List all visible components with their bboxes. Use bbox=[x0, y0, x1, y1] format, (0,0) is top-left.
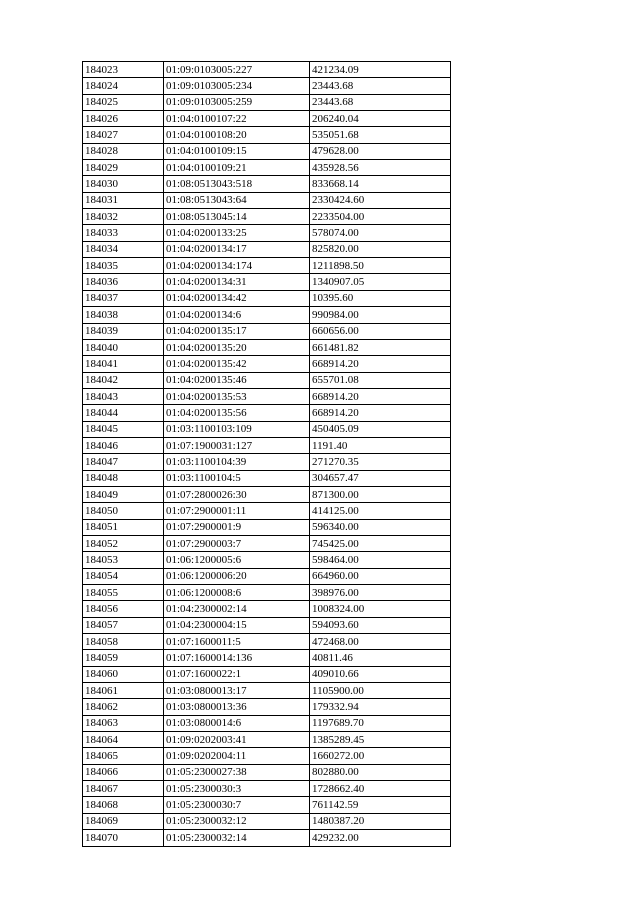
value-cell: 429232.00 bbox=[310, 830, 451, 846]
cadastral-number-cell: 01:04:0200134:42 bbox=[164, 290, 310, 306]
table-row bbox=[83, 192, 451, 208]
value-cell: 1191.40 bbox=[310, 437, 451, 453]
table-row bbox=[83, 290, 451, 306]
cadastral-number-cell: 01:08:0513043:64 bbox=[164, 192, 310, 208]
value-cell: 472468.00 bbox=[310, 634, 451, 650]
value-cell: 179332.94 bbox=[310, 699, 451, 715]
row-id-cell: 184035 bbox=[83, 258, 164, 274]
row-id-cell: 184068 bbox=[83, 797, 164, 813]
row-id-cell: 184049 bbox=[83, 486, 164, 502]
cadastral-number-cell: 01:04:0100107:22 bbox=[164, 111, 310, 127]
value-cell: 1660272.00 bbox=[310, 748, 451, 764]
table-row bbox=[83, 650, 451, 666]
cadastral-number-cell: 01:07:1600022:1 bbox=[164, 666, 310, 682]
row-id-cell: 184047 bbox=[83, 454, 164, 470]
table-row bbox=[83, 323, 451, 339]
cadastral-number-cell: 01:04:0200135:42 bbox=[164, 356, 310, 372]
value-cell: 304657.47 bbox=[310, 470, 451, 486]
table-row bbox=[83, 535, 451, 551]
table-row bbox=[83, 764, 451, 780]
value-cell: 1197689.70 bbox=[310, 715, 451, 731]
cadastral-number-cell: 01:09:0103005:227 bbox=[164, 62, 310, 78]
table-row bbox=[83, 454, 451, 470]
table-body bbox=[83, 62, 451, 847]
table-row bbox=[83, 748, 451, 764]
cadastral-number-cell: 01:04:0200134:6 bbox=[164, 307, 310, 323]
value-cell: 661481.82 bbox=[310, 339, 451, 355]
row-id-cell: 184070 bbox=[83, 830, 164, 846]
table-row bbox=[83, 274, 451, 290]
cadastral-number-cell: 01:03:0800014:6 bbox=[164, 715, 310, 731]
table-row bbox=[83, 62, 451, 78]
cadastral-number-cell: 01:07:2800026:30 bbox=[164, 486, 310, 502]
cadastral-number-cell: 01:07:1600014:136 bbox=[164, 650, 310, 666]
row-id-cell: 184046 bbox=[83, 437, 164, 453]
table-row bbox=[83, 699, 451, 715]
cadastral-number-cell: 01:04:0200135:20 bbox=[164, 339, 310, 355]
table-row bbox=[83, 634, 451, 650]
row-id-cell: 184053 bbox=[83, 552, 164, 568]
value-cell: 1385289.45 bbox=[310, 732, 451, 748]
table-row bbox=[83, 176, 451, 192]
table-row bbox=[83, 781, 451, 797]
table-row bbox=[83, 813, 451, 829]
table-row bbox=[83, 585, 451, 601]
cadastral-number-cell: 01:07:2900003:7 bbox=[164, 535, 310, 551]
row-id-cell: 184045 bbox=[83, 421, 164, 437]
value-cell: 871300.00 bbox=[310, 486, 451, 502]
row-id-cell: 184062 bbox=[83, 699, 164, 715]
value-cell: 10395.60 bbox=[310, 290, 451, 306]
row-id-cell: 184028 bbox=[83, 143, 164, 159]
document-sheet bbox=[82, 61, 451, 847]
value-cell: 668914.20 bbox=[310, 356, 451, 372]
value-cell: 435928.56 bbox=[310, 160, 451, 176]
value-cell: 398976.00 bbox=[310, 585, 451, 601]
value-cell: 1211898.50 bbox=[310, 258, 451, 274]
value-cell: 664960.00 bbox=[310, 568, 451, 584]
table-row bbox=[83, 683, 451, 699]
value-cell: 535051.68 bbox=[310, 127, 451, 143]
value-cell: 414125.00 bbox=[310, 503, 451, 519]
table-row bbox=[83, 830, 451, 846]
row-id-cell: 184042 bbox=[83, 372, 164, 388]
cadastral-number-cell: 01:06:1200008:6 bbox=[164, 585, 310, 601]
cadastral-number-cell: 01:09:0103005:234 bbox=[164, 78, 310, 94]
table-row bbox=[83, 111, 451, 127]
value-cell: 1728662.40 bbox=[310, 781, 451, 797]
value-cell: 833668.14 bbox=[310, 176, 451, 192]
table-row bbox=[83, 372, 451, 388]
row-id-cell: 184023 bbox=[83, 62, 164, 78]
cadastral-number-cell: 01:04:0200135:17 bbox=[164, 323, 310, 339]
value-cell: 990984.00 bbox=[310, 307, 451, 323]
cadastral-number-cell: 01:07:2900001:9 bbox=[164, 519, 310, 535]
row-id-cell: 184033 bbox=[83, 225, 164, 241]
value-cell: 1105900.00 bbox=[310, 683, 451, 699]
row-id-cell: 184025 bbox=[83, 94, 164, 110]
cadastral-number-cell: 01:06:1200006:20 bbox=[164, 568, 310, 584]
value-cell: 761142.59 bbox=[310, 797, 451, 813]
table-row bbox=[83, 486, 451, 502]
table-row bbox=[83, 797, 451, 813]
row-id-cell: 184058 bbox=[83, 634, 164, 650]
table-row bbox=[83, 356, 451, 372]
cadastral-number-cell: 01:09:0202003:41 bbox=[164, 732, 310, 748]
table-row bbox=[83, 421, 451, 437]
value-cell: 596340.00 bbox=[310, 519, 451, 535]
row-id-cell: 184036 bbox=[83, 274, 164, 290]
cadastral-number-cell: 01:03:1100103:109 bbox=[164, 421, 310, 437]
value-cell: 668914.20 bbox=[310, 405, 451, 421]
value-cell: 271270.35 bbox=[310, 454, 451, 470]
table-row bbox=[83, 405, 451, 421]
table-row bbox=[83, 209, 451, 225]
cadastral-number-cell: 01:04:2300004:15 bbox=[164, 617, 310, 633]
data-table bbox=[82, 61, 451, 847]
row-id-cell: 184027 bbox=[83, 127, 164, 143]
cadastral-number-cell: 01:07:1600011:5 bbox=[164, 634, 310, 650]
value-cell: 668914.20 bbox=[310, 388, 451, 404]
table-row bbox=[83, 470, 451, 486]
cadastral-number-cell: 01:03:0800013:17 bbox=[164, 683, 310, 699]
cadastral-number-cell: 01:03:1100104:39 bbox=[164, 454, 310, 470]
cadastral-number-cell: 01:04:0100109:21 bbox=[164, 160, 310, 176]
row-id-cell: 184067 bbox=[83, 781, 164, 797]
cadastral-number-cell: 01:09:0202004:11 bbox=[164, 748, 310, 764]
table-row bbox=[83, 241, 451, 257]
value-cell: 40811.46 bbox=[310, 650, 451, 666]
table-row bbox=[83, 258, 451, 274]
row-id-cell: 184037 bbox=[83, 290, 164, 306]
cadastral-number-cell: 01:05:2300030:3 bbox=[164, 781, 310, 797]
table-row bbox=[83, 568, 451, 584]
row-id-cell: 184066 bbox=[83, 764, 164, 780]
table-row bbox=[83, 160, 451, 176]
value-cell: 1480387.20 bbox=[310, 813, 451, 829]
cadastral-number-cell: 01:04:0200134:17 bbox=[164, 241, 310, 257]
row-id-cell: 184034 bbox=[83, 241, 164, 257]
table-row bbox=[83, 715, 451, 731]
cadastral-number-cell: 01:04:0100109:15 bbox=[164, 143, 310, 159]
row-id-cell: 184063 bbox=[83, 715, 164, 731]
value-cell: 825820.00 bbox=[310, 241, 451, 257]
value-cell: 206240.04 bbox=[310, 111, 451, 127]
cadastral-number-cell: 01:05:2300027:38 bbox=[164, 764, 310, 780]
cadastral-number-cell: 01:07:1900031:127 bbox=[164, 437, 310, 453]
row-id-cell: 184054 bbox=[83, 568, 164, 584]
row-id-cell: 184041 bbox=[83, 356, 164, 372]
value-cell: 450405.09 bbox=[310, 421, 451, 437]
value-cell: 594093.60 bbox=[310, 617, 451, 633]
row-id-cell: 184044 bbox=[83, 405, 164, 421]
row-id-cell: 184059 bbox=[83, 650, 164, 666]
value-cell: 421234.09 bbox=[310, 62, 451, 78]
value-cell: 745425.00 bbox=[310, 535, 451, 551]
row-id-cell: 184040 bbox=[83, 339, 164, 355]
cadastral-number-cell: 01:09:0103005:259 bbox=[164, 94, 310, 110]
table-row bbox=[83, 519, 451, 535]
cadastral-number-cell: 01:08:0513045:14 bbox=[164, 209, 310, 225]
row-id-cell: 184052 bbox=[83, 535, 164, 551]
table-row bbox=[83, 601, 451, 617]
cadastral-number-cell: 01:05:2300030:7 bbox=[164, 797, 310, 813]
value-cell: 23443.68 bbox=[310, 94, 451, 110]
row-id-cell: 184032 bbox=[83, 209, 164, 225]
row-id-cell: 184050 bbox=[83, 503, 164, 519]
value-cell: 409010.66 bbox=[310, 666, 451, 682]
row-id-cell: 184039 bbox=[83, 323, 164, 339]
row-id-cell: 184024 bbox=[83, 78, 164, 94]
value-cell: 2233504.00 bbox=[310, 209, 451, 225]
cadastral-number-cell: 01:08:0513043:518 bbox=[164, 176, 310, 192]
cadastral-number-cell: 01:06:1200005:6 bbox=[164, 552, 310, 568]
cadastral-number-cell: 01:05:2300032:14 bbox=[164, 830, 310, 846]
cadastral-number-cell: 01:05:2300032:12 bbox=[164, 813, 310, 829]
row-id-cell: 184051 bbox=[83, 519, 164, 535]
table-row bbox=[83, 437, 451, 453]
value-cell: 23443.68 bbox=[310, 78, 451, 94]
table-row bbox=[83, 388, 451, 404]
row-id-cell: 184043 bbox=[83, 388, 164, 404]
value-cell: 578074.00 bbox=[310, 225, 451, 241]
row-id-cell: 184056 bbox=[83, 601, 164, 617]
value-cell: 660656.00 bbox=[310, 323, 451, 339]
cadastral-number-cell: 01:04:0200135:53 bbox=[164, 388, 310, 404]
table-row bbox=[83, 552, 451, 568]
table-row bbox=[83, 732, 451, 748]
value-cell: 1008324.00 bbox=[310, 601, 451, 617]
value-cell: 802880.00 bbox=[310, 764, 451, 780]
table-row bbox=[83, 78, 451, 94]
table-row bbox=[83, 225, 451, 241]
row-id-cell: 184031 bbox=[83, 192, 164, 208]
table-row bbox=[83, 666, 451, 682]
table-row bbox=[83, 617, 451, 633]
value-cell: 1340907.05 bbox=[310, 274, 451, 290]
cadastral-number-cell: 01:07:2900001:11 bbox=[164, 503, 310, 519]
value-cell: 479628.00 bbox=[310, 143, 451, 159]
cadastral-number-cell: 01:04:0200134:174 bbox=[164, 258, 310, 274]
row-id-cell: 184065 bbox=[83, 748, 164, 764]
cadastral-number-cell: 01:04:0200133:25 bbox=[164, 225, 310, 241]
row-id-cell: 184029 bbox=[83, 160, 164, 176]
table-row bbox=[83, 339, 451, 355]
table-row bbox=[83, 127, 451, 143]
table-row bbox=[83, 143, 451, 159]
cadastral-number-cell: 01:04:0200134:31 bbox=[164, 274, 310, 290]
row-id-cell: 184026 bbox=[83, 111, 164, 127]
table-row bbox=[83, 503, 451, 519]
value-cell: 598464.00 bbox=[310, 552, 451, 568]
row-id-cell: 184055 bbox=[83, 585, 164, 601]
cadastral-number-cell: 01:04:2300002:14 bbox=[164, 601, 310, 617]
table-row bbox=[83, 94, 451, 110]
row-id-cell: 184030 bbox=[83, 176, 164, 192]
row-id-cell: 184060 bbox=[83, 666, 164, 682]
table-row bbox=[83, 307, 451, 323]
cadastral-number-cell: 01:03:0800013:36 bbox=[164, 699, 310, 715]
cadastral-number-cell: 01:04:0200135:56 bbox=[164, 405, 310, 421]
cadastral-number-cell: 01:03:1100104:5 bbox=[164, 470, 310, 486]
value-cell: 655701.08 bbox=[310, 372, 451, 388]
row-id-cell: 184069 bbox=[83, 813, 164, 829]
row-id-cell: 184064 bbox=[83, 732, 164, 748]
row-id-cell: 184038 bbox=[83, 307, 164, 323]
row-id-cell: 184057 bbox=[83, 617, 164, 633]
cadastral-number-cell: 01:04:0200135:46 bbox=[164, 372, 310, 388]
row-id-cell: 184048 bbox=[83, 470, 164, 486]
cadastral-number-cell: 01:04:0100108:20 bbox=[164, 127, 310, 143]
row-id-cell: 184061 bbox=[83, 683, 164, 699]
value-cell: 2330424.60 bbox=[310, 192, 451, 208]
